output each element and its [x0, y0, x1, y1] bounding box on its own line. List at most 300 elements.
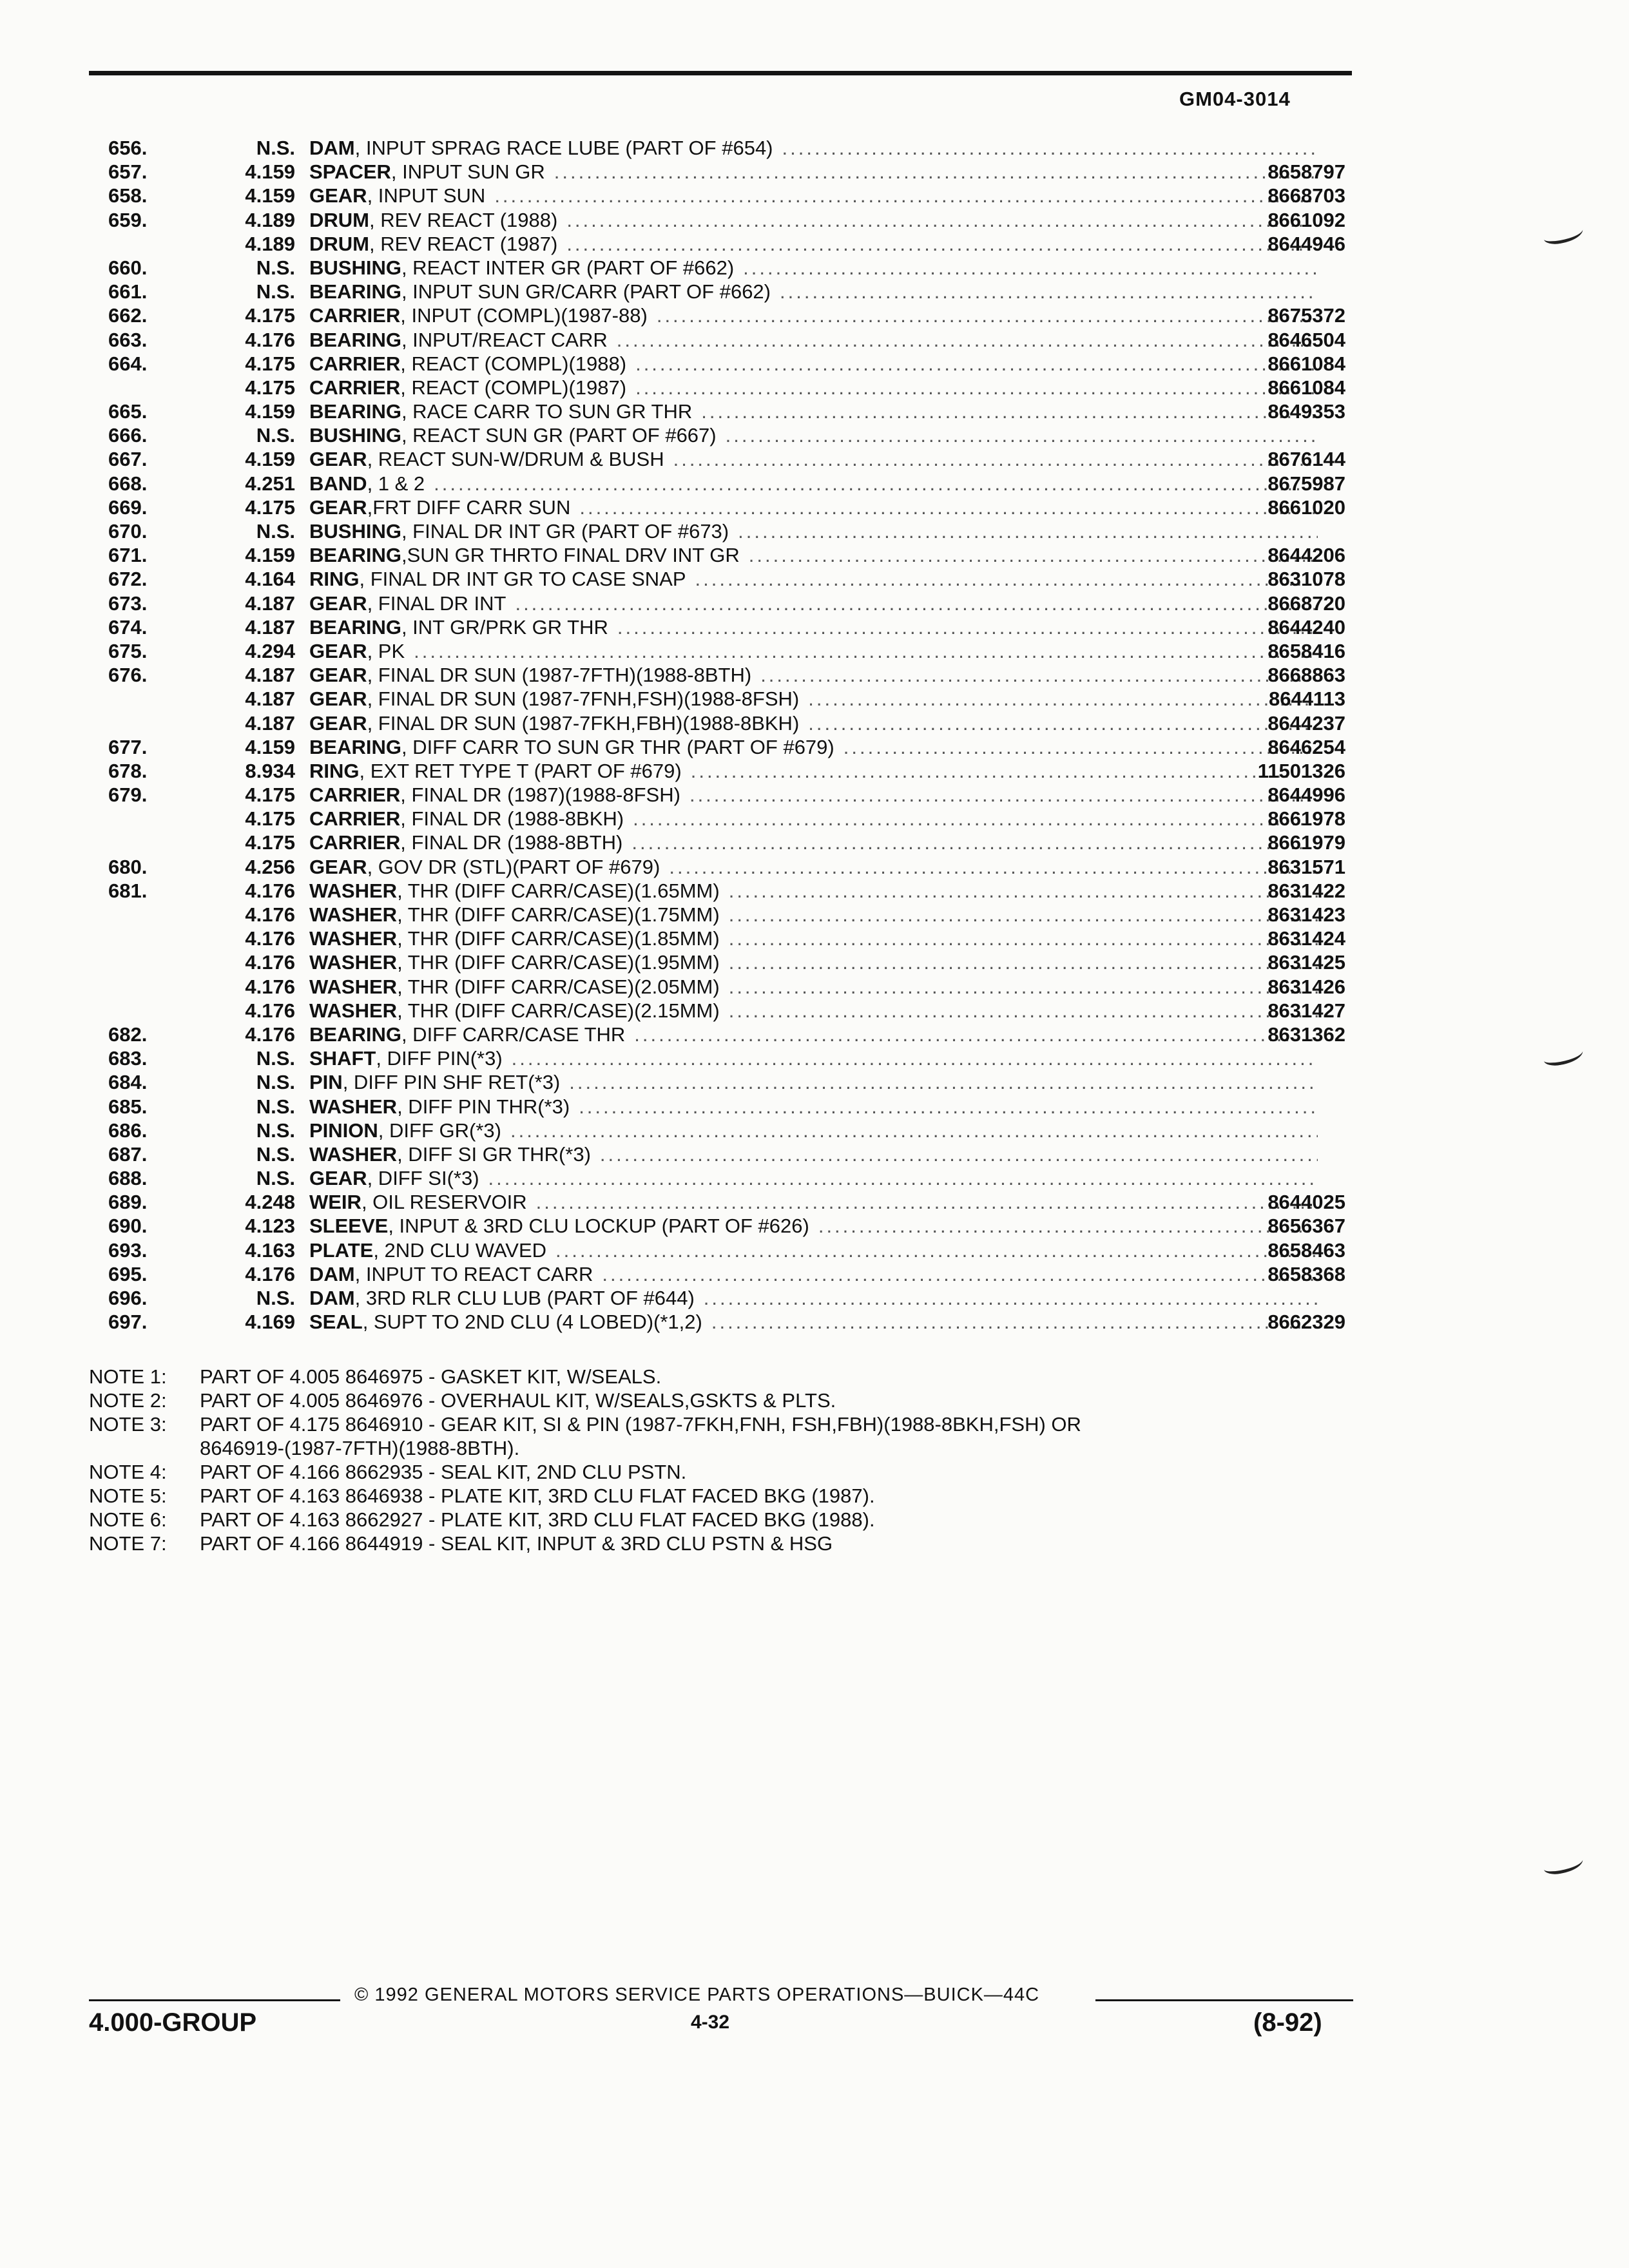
- part-detail: , FINAL DR (1988-8BKH): [400, 807, 624, 831]
- dot-leader: [515, 591, 1318, 615]
- ref-number: 658.: [108, 184, 148, 207]
- part-number: 8644996: [1268, 783, 1345, 807]
- part-detail: , GOV DR (STL)(PART OF #679): [367, 855, 660, 878]
- ref-number: 669.: [108, 495, 148, 519]
- header-rule: [89, 71, 1352, 75]
- part-description: [309, 950, 1318, 974]
- group-number: N.S.: [256, 137, 295, 159]
- note-text: PART OF 4.005 8646975 - GASKET KIT, W/SEALS.: [200, 1365, 662, 1388]
- part-description: [309, 1190, 1318, 1214]
- ref-number: 660.: [108, 256, 148, 279]
- part-row: [108, 1286, 1365, 1310]
- group-number: 4.187: [245, 591, 295, 615]
- part-description: [309, 975, 1318, 999]
- part-detail: , FINAL DR (1988-8BTH): [400, 831, 623, 854]
- part-name: WASHER: [309, 999, 398, 1022]
- part-name: BUSHING: [309, 424, 401, 447]
- part-description: [309, 1046, 1318, 1070]
- copyright-line: © 1992 GENERAL MOTORS SERVICE PARTS OPERATIONS—BUICK—44C: [354, 1984, 1040, 2005]
- note-text: PART OF 4.175 8646910 - GEAR KIT, SI & PIN (1987-7FKH,FNH, FSH,FBH)(1988-8BKH,FSH) OR: [200, 1413, 1081, 1436]
- part-row: [108, 807, 1365, 831]
- group-number: 4.256: [245, 855, 295, 878]
- part-number: 8668703: [1268, 184, 1345, 207]
- group-number: N.S.: [256, 1287, 295, 1309]
- ref-number: 680.: [108, 855, 148, 878]
- part-detail: , INPUT TO REACT CARR: [354, 1262, 593, 1285]
- part-detail: , INPUT & 3RD CLU LOCKUP (PART OF #626): [388, 1215, 809, 1238]
- group-number: 4.176: [245, 879, 295, 902]
- part-description: [309, 447, 1318, 471]
- group-number: N.S.: [256, 1071, 295, 1094]
- group-number: 4.176: [245, 927, 295, 950]
- part-row: [108, 783, 1365, 807]
- part-detail: , RACE CARR TO SUN GR THR: [401, 400, 693, 423]
- part-name: WASHER: [309, 1095, 398, 1118]
- part-detail: , FINAL DR SUN (1987-7FTH)(1988-8BTH): [367, 664, 752, 687]
- part-name: GEAR: [309, 591, 367, 615]
- part-number: 8662329: [1268, 1311, 1345, 1334]
- part-description: [309, 303, 1318, 327]
- part-row: [108, 999, 1365, 1023]
- part-row: [108, 1310, 1365, 1334]
- part-name: BEARING: [309, 400, 401, 423]
- part-description: [309, 1166, 1318, 1190]
- part-detail: , INPUT (COMPL)(1987-88): [400, 304, 648, 327]
- part-row: [108, 1046, 1365, 1070]
- part-row: [108, 399, 1365, 423]
- part-name: GEAR: [309, 687, 367, 711]
- part-number: 8644240: [1268, 615, 1345, 639]
- part-name: GEAR: [309, 855, 367, 878]
- group-number: N.S.: [256, 280, 295, 303]
- part-row: [108, 328, 1365, 352]
- page-number: 4-32: [691, 2012, 730, 2033]
- part-row: [108, 615, 1365, 639]
- ref-number: 661.: [108, 280, 148, 303]
- part-row: [108, 975, 1365, 999]
- part-detail: , INPUT SPRAG RACE LUBE (PART OF #654): [354, 137, 773, 159]
- group-number: N.S.: [256, 1142, 295, 1166]
- ref-number: 696.: [108, 1287, 148, 1309]
- ref-number: 663.: [108, 328, 148, 351]
- part-row: [108, 136, 1365, 160]
- part-name: DAM: [309, 137, 355, 159]
- group-number: N.S.: [256, 1047, 295, 1070]
- part-description: [309, 399, 1318, 423]
- note-text: 8646919-(1987-7FTH)(1988-8BTH).: [200, 1437, 520, 1459]
- note-line: [89, 1412, 1365, 1436]
- part-name: WASHER: [309, 1142, 398, 1166]
- part-name: GEAR: [309, 184, 367, 207]
- group-number: 4.251: [245, 472, 295, 495]
- group-number: 4.176: [245, 999, 295, 1022]
- part-detail: , PK: [367, 639, 405, 662]
- group-number: 4.163: [245, 1238, 295, 1262]
- group-number: 4.159: [245, 448, 295, 471]
- part-detail: , REV REACT (1987): [369, 232, 558, 255]
- part-detail: , REACT INTER GR (PART OF #662): [401, 256, 735, 279]
- part-row: [108, 160, 1365, 184]
- dot-leader: [635, 376, 1318, 399]
- ref-number: 667.: [108, 448, 148, 471]
- group-number: 4.187: [245, 687, 295, 711]
- ref-number: 676.: [108, 664, 148, 687]
- part-row: [108, 472, 1365, 495]
- part-row: [108, 950, 1365, 974]
- group-number: 4.175: [245, 831, 295, 854]
- part-description: [309, 927, 1318, 950]
- part-row: [108, 303, 1365, 327]
- part-number: 8631425: [1268, 951, 1345, 974]
- part-detail: , DIFF CARR/CASE THR: [401, 1023, 626, 1046]
- part-name: GEAR: [309, 639, 367, 662]
- part-description: [309, 711, 1318, 735]
- group-number: 4.176: [245, 951, 295, 974]
- part-description: [309, 280, 1318, 303]
- group-number: 4.176: [245, 328, 295, 351]
- part-detail: , EXT RET TYPE T (PART OF #679): [359, 759, 682, 782]
- part-row: [108, 1119, 1365, 1142]
- part-detail: , 3RD RLR CLU LUB (PART OF #644): [354, 1287, 695, 1309]
- part-detail: , THR (DIFF CARR/CASE)(1.65MM): [397, 879, 720, 902]
- part-name: BEARING: [309, 328, 401, 351]
- ref-number: 687.: [108, 1142, 148, 1166]
- group-number: N.S.: [256, 1167, 295, 1190]
- part-detail: ,FRT DIFF CARR SUN: [367, 495, 571, 519]
- part-number: 8676144: [1268, 448, 1345, 471]
- part-row: [108, 903, 1365, 927]
- part-name: DAM: [309, 1287, 355, 1309]
- ref-number: 697.: [108, 1311, 148, 1334]
- group-number: 4.176: [245, 1262, 295, 1285]
- group-number: 4.159: [245, 160, 295, 184]
- ref-number: 662.: [108, 304, 148, 327]
- part-name: BEARING: [309, 735, 401, 758]
- part-description: [309, 735, 1318, 759]
- part-description: [309, 543, 1318, 567]
- part-row: [108, 639, 1365, 663]
- part-row: [108, 423, 1365, 447]
- group-number: 4.159: [245, 400, 295, 423]
- dot-leader: [569, 1070, 1318, 1094]
- part-description: [309, 208, 1318, 232]
- part-description: [309, 639, 1318, 663]
- part-name: SHAFT: [309, 1047, 376, 1070]
- note-label: NOTE 4:: [89, 1461, 167, 1483]
- part-detail: , DIFF PIN SHF RET(*3): [342, 1071, 561, 1094]
- ref-number: 665.: [108, 400, 148, 423]
- dot-leader: [434, 472, 1318, 495]
- part-detail: , INPUT SUN: [367, 184, 486, 207]
- part-name: BEARING: [309, 1023, 401, 1046]
- part-detail: , INT GR/PRK GR THR: [401, 615, 608, 639]
- group-number: N.S.: [256, 1095, 295, 1118]
- part-description: [309, 1070, 1318, 1094]
- part-number: 8658797: [1268, 160, 1345, 184]
- ref-number: 674.: [108, 615, 148, 639]
- part-number: 8658463: [1268, 1238, 1345, 1262]
- note-text: PART OF 4.166 8662935 - SEAL KIT, 2ND CLU PSTN.: [200, 1461, 687, 1483]
- group-number: N.S.: [256, 424, 295, 447]
- part-detail: , THR (DIFF CARR/CASE)(1.75MM): [397, 903, 720, 926]
- part-description: [309, 328, 1318, 352]
- ref-number: 681.: [108, 879, 148, 902]
- part-name: WASHER: [309, 879, 398, 902]
- group-number: 4.187: [245, 664, 295, 687]
- document-id: GM04-3014: [1179, 88, 1291, 110]
- note-label: NOTE 3:: [89, 1413, 167, 1436]
- note-label: NOTE 2:: [89, 1389, 167, 1412]
- part-name: GEAR: [309, 495, 367, 519]
- dot-leader: [579, 495, 1318, 519]
- part-description: [309, 519, 1318, 543]
- ref-number: 668.: [108, 472, 148, 495]
- part-row: [108, 591, 1365, 615]
- part-description: [309, 879, 1318, 903]
- ref-number: 688.: [108, 1167, 148, 1190]
- part-detail: , REV REACT (1988): [369, 208, 558, 231]
- ref-number: 675.: [108, 639, 148, 662]
- part-description: [309, 855, 1318, 879]
- part-description: [309, 256, 1318, 280]
- binder-mark-icon: [1542, 1044, 1585, 1068]
- dot-leader: [657, 303, 1318, 327]
- part-detail: , THR (DIFF CARR/CASE)(1.85MM): [397, 927, 720, 950]
- dot-leader: [743, 256, 1318, 280]
- footer-rule-right: [1095, 1999, 1353, 2001]
- part-row: [108, 543, 1365, 567]
- dot-leader: [738, 519, 1318, 543]
- dot-leader: [512, 1046, 1318, 1070]
- dot-leader: [631, 831, 1318, 854]
- ref-number: 693.: [108, 1238, 148, 1262]
- part-number: 8661020: [1268, 495, 1345, 519]
- part-row: [108, 1238, 1365, 1262]
- group-number: 4.189: [245, 208, 295, 231]
- ref-number: 657.: [108, 160, 148, 184]
- part-description: [309, 1238, 1318, 1262]
- part-row: [108, 831, 1365, 854]
- group-number: 4.294: [245, 639, 295, 662]
- note-line: [89, 1389, 1365, 1412]
- ref-number: 670.: [108, 520, 148, 543]
- part-number: 8661084: [1268, 352, 1345, 375]
- dot-leader: [634, 1023, 1318, 1046]
- dot-leader: [536, 1190, 1318, 1214]
- ref-number: 683.: [108, 1047, 148, 1070]
- part-number: 8661084: [1268, 376, 1345, 399]
- group-number: 4.187: [245, 615, 295, 639]
- part-name: DRUM: [309, 232, 369, 255]
- group-number: 4.164: [245, 568, 295, 591]
- dot-leader: [780, 280, 1318, 303]
- dot-leader: [554, 160, 1318, 184]
- part-number: 8631571: [1268, 855, 1345, 878]
- part-name: BEARING: [309, 615, 401, 639]
- part-description: [309, 1310, 1318, 1334]
- part-name: BUSHING: [309, 256, 401, 279]
- part-name: BEARING: [309, 544, 401, 567]
- dot-leader: [673, 447, 1318, 471]
- part-description: [309, 903, 1318, 927]
- part-description: [309, 615, 1318, 639]
- ref-number: 679.: [108, 783, 148, 807]
- part-name: SPACER: [309, 160, 391, 184]
- part-description: [309, 807, 1318, 831]
- part-name: BAND: [309, 472, 367, 495]
- part-name: BEARING: [309, 280, 401, 303]
- part-detail: ,SUN GR THRTO FINAL DRV INT GR: [401, 544, 740, 567]
- dot-leader: [669, 855, 1318, 879]
- dot-leader: [602, 1262, 1318, 1286]
- group-number: 4.175: [245, 783, 295, 807]
- part-row: [108, 711, 1365, 735]
- note-line: [89, 1532, 1365, 1555]
- part-detail: , FINAL DR (1987)(1988-8FSH): [400, 783, 680, 807]
- part-name: WASHER: [309, 975, 398, 998]
- part-detail: , THR (DIFF CARR/CASE)(2.15MM): [397, 999, 720, 1022]
- part-detail: , REACT SUN-W/DRUM & BUSH: [367, 448, 664, 471]
- part-description: [309, 472, 1318, 495]
- ref-number: 672.: [108, 568, 148, 591]
- part-description: [309, 999, 1318, 1023]
- dot-leader: [726, 423, 1318, 447]
- part-row: [108, 879, 1365, 903]
- ref-number: 664.: [108, 352, 148, 375]
- part-description: [309, 423, 1318, 447]
- part-name: PIN: [309, 1071, 343, 1094]
- part-number: 8631426: [1268, 975, 1345, 998]
- parts-list: [108, 136, 1365, 1334]
- part-number: 8668720: [1268, 591, 1345, 615]
- part-row: [108, 855, 1365, 879]
- part-row: [108, 280, 1365, 303]
- part-description: [309, 495, 1318, 519]
- part-detail: , REACT (COMPL)(1988): [400, 352, 627, 375]
- note-line: [89, 1460, 1365, 1484]
- dot-leader: [635, 352, 1318, 376]
- ref-number: 689.: [108, 1191, 148, 1214]
- part-row: [108, 1190, 1365, 1214]
- part-detail: , INPUT/REACT CARR: [401, 328, 608, 351]
- part-name: BUSHING: [309, 520, 401, 543]
- part-row: [108, 1070, 1365, 1094]
- part-name: WASHER: [309, 903, 398, 926]
- dot-leader: [617, 615, 1318, 639]
- part-detail: , DIFF SI GR THR(*3): [397, 1142, 591, 1166]
- binder-mark-icon: [1542, 1852, 1585, 1876]
- part-row: [108, 759, 1365, 783]
- group-number: 4.123: [245, 1215, 295, 1238]
- part-description: [309, 352, 1318, 376]
- group-number: N.S.: [256, 520, 295, 543]
- part-detail: , FINAL DR INT GR TO CASE SNAP: [359, 568, 686, 591]
- part-name: SLEEVE: [309, 1215, 389, 1238]
- ref-number: 656.: [108, 137, 148, 159]
- part-name: RING: [309, 568, 360, 591]
- part-name: SEAL: [309, 1311, 363, 1334]
- note-line: [89, 1436, 1365, 1460]
- part-detail: , DIFF CARR TO SUN GR THR (PART OF #679): [401, 735, 834, 758]
- part-number: 8644946: [1268, 232, 1345, 255]
- part-row: [108, 1214, 1365, 1238]
- group-number: 4.159: [245, 184, 295, 207]
- part-row: [108, 567, 1365, 591]
- part-description: [309, 184, 1318, 207]
- group-label: 4.000-GROUP: [89, 2008, 257, 2037]
- part-name: CARRIER: [309, 376, 401, 399]
- part-row: [108, 1262, 1365, 1286]
- note-text: PART OF 4.166 8644919 - SEAL KIT, INPUT & 3RD CLU PSTN & HSG: [200, 1532, 833, 1555]
- ref-number: 695.: [108, 1262, 148, 1285]
- ref-number: 659.: [108, 208, 148, 231]
- part-row: [108, 663, 1365, 687]
- part-description: [309, 232, 1318, 256]
- part-name: WASHER: [309, 927, 398, 950]
- part-number: 8644206: [1268, 544, 1345, 567]
- footer-rule-left: [89, 1999, 340, 2001]
- part-name: RING: [309, 759, 360, 782]
- part-detail: , INPUT SUN GR: [390, 160, 545, 184]
- part-name: GEAR: [309, 711, 367, 735]
- part-row: [108, 519, 1365, 543]
- part-number: 8644237: [1268, 711, 1345, 735]
- part-description: [309, 759, 1318, 783]
- dot-leader: [579, 1095, 1318, 1119]
- group-number: 4.169: [245, 1311, 295, 1334]
- part-description: [309, 567, 1318, 591]
- part-description: [309, 687, 1318, 711]
- part-detail: , DIFF PIN THR(*3): [397, 1095, 570, 1118]
- part-detail: , INPUT SUN GR/CARR (PART OF #662): [401, 280, 771, 303]
- part-number: 8649353: [1268, 400, 1345, 423]
- part-number: 8658416: [1268, 639, 1345, 662]
- part-row: [108, 1095, 1365, 1119]
- part-row: [108, 1142, 1365, 1166]
- part-name: GEAR: [309, 448, 367, 471]
- part-row: [108, 232, 1365, 256]
- part-row: [108, 1166, 1365, 1190]
- group-number: 4.175: [245, 304, 295, 327]
- part-detail: , SUPT TO 2ND CLU (4 LOBED)(*1,2): [362, 1311, 702, 1334]
- part-description: [309, 1214, 1318, 1238]
- part-number: 8658368: [1268, 1262, 1345, 1285]
- note-line: [89, 1484, 1365, 1508]
- part-name: WEIR: [309, 1191, 361, 1214]
- group-number: 4.176: [245, 975, 295, 998]
- note-label: NOTE 1:: [89, 1365, 167, 1388]
- ref-number: 671.: [108, 544, 148, 567]
- part-detail: , DIFF GR(*3): [378, 1119, 501, 1142]
- part-row: [108, 376, 1365, 399]
- part-name: WASHER: [309, 951, 398, 974]
- dot-leader: [555, 1238, 1318, 1262]
- part-row: [108, 184, 1365, 207]
- part-description: [309, 831, 1318, 854]
- part-detail: , OIL RESERVOIR: [361, 1191, 527, 1214]
- part-name: GEAR: [309, 1167, 367, 1190]
- part-name: CARRIER: [309, 304, 401, 327]
- part-number: 8631422: [1268, 879, 1345, 902]
- note-text: PART OF 4.163 8646938 - PLATE KIT, 3RD CLU FLAT FACED BKG (1987).: [200, 1485, 875, 1507]
- group-number: 4.248: [245, 1191, 295, 1214]
- dot-leader: [414, 639, 1318, 663]
- ref-number: 685.: [108, 1095, 148, 1118]
- group-number: 4.189: [245, 232, 295, 255]
- part-name: CARRIER: [309, 352, 401, 375]
- group-number: 4.175: [245, 376, 295, 399]
- part-row: [108, 447, 1365, 471]
